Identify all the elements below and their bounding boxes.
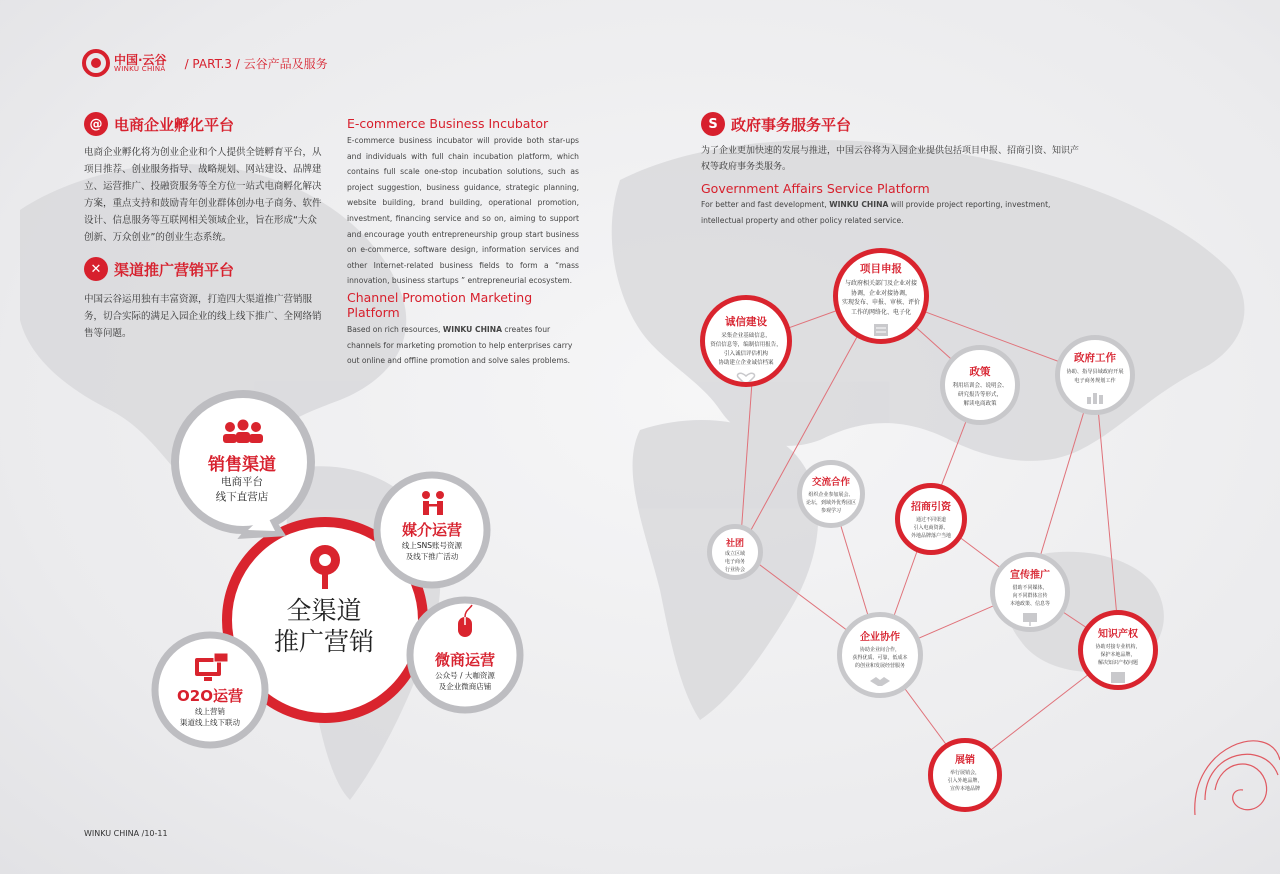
wechat-title: 微商运营 xyxy=(434,651,495,669)
gov-en-title: Government Affairs Service Platform xyxy=(701,181,930,196)
media-title: 媒介运营 xyxy=(401,521,462,539)
bar-chart-icon xyxy=(1085,389,1105,405)
page-footer: WINKU CHINA /10-11 xyxy=(84,829,168,838)
node-title: 交流合作 xyxy=(811,477,850,488)
node-desc: 协助对接专业机构， 保护本地品牌， 解决知识产权问题 xyxy=(1095,644,1141,666)
node-government-work xyxy=(1055,335,1135,415)
sales-line1: 电商平台 xyxy=(221,476,263,488)
node-title: 政策 xyxy=(969,366,991,378)
heart-s-icon: S xyxy=(701,112,725,136)
channel-body: 中国云谷运用独有丰富资源，打造四大渠道推广营销服务，切合实际的满足入园企业的线上线下推广、全网络销售等问题。 xyxy=(84,294,322,339)
node-exhibition-sales xyxy=(928,738,1002,812)
at-icon: @ xyxy=(84,112,108,136)
node-title: 招商引资 xyxy=(911,502,951,513)
node-association xyxy=(707,524,763,580)
wechat-line1: 公众号 / 大咖资源 xyxy=(435,671,495,680)
node-project-declaration xyxy=(833,248,929,344)
node-title: 宣传推广 xyxy=(1010,570,1050,581)
center-line2: 推广营销 xyxy=(273,627,374,656)
heart-icon xyxy=(736,372,756,382)
en-channel-title: Channel Promotion Marketing Platform xyxy=(347,290,533,320)
node-desc: 采集企业基础信息， 资信信息等，编制信用报告， 引入诚信评估机构 协助建立企业诚信档案 xyxy=(710,333,782,366)
promo-icon: ✕ xyxy=(84,257,108,281)
node-desc: 借助不同媒体， 向不同群体宣传 本地政策、信息等 xyxy=(1009,585,1050,607)
node-intellectual-property xyxy=(1078,610,1158,690)
node-desc: 成立区域 电子商务 行业协会 xyxy=(724,551,745,573)
node-policy xyxy=(940,345,1020,425)
node-desc: 通过不同渠道 引入电商资源、 外地品牌落户当地 xyxy=(910,517,951,539)
wechat-line2: 及企业微商店铺 xyxy=(438,682,492,691)
node-desc: 组织企业参加展会、 论坛，到域外优秀园区 参观学习 xyxy=(805,492,856,514)
o2o-line2: 渠道线上线下联动 xyxy=(180,718,240,727)
sales-line2: 线下直营店 xyxy=(215,491,269,503)
node-desc: 利用培训会、说明会、 研究报告等形式， 解读电商政策 xyxy=(952,383,1008,407)
presentation-board-icon xyxy=(1021,612,1039,626)
node-investment-attraction xyxy=(895,483,967,555)
en-incubator-body: E-commerce business incubator will provide both star-ups and individuals with full chain incubation platform, which contains full scale one-stop incubation solutions, such as project suggestion, business guidance, strategic planning, website building, brand building, operational promotion, investment, financing service and so on, aiming to support and encourage youth entrepreneurship group start business on e-commerce, software design, information services and other Internet-related business fields to form a “mass innovation, business startups ” entrepreneurial ecosystem. xyxy=(347,136,579,286)
handshake-icon xyxy=(868,674,892,688)
node-desc: 举行展销会， 引入外地品牌， 宣传本地品牌 xyxy=(947,770,983,792)
node-publicity xyxy=(990,552,1070,632)
o2o-title: O2O运营 xyxy=(177,687,243,705)
channel-title: 渠道推广营销平台 xyxy=(114,260,235,279)
node-exchange-cooperation xyxy=(797,460,865,528)
center-line1: 全渠道 xyxy=(286,596,362,625)
media-line2: 及线下推广活动 xyxy=(405,552,459,561)
logo-en: WINKU CHINA xyxy=(114,64,166,73)
gov-en-body: For better and fast development, WINKU CHINA will provide project reporting, investment, intellectual property and other policy related service. xyxy=(701,200,1051,225)
incubator-title: 电商企业孵化平台 xyxy=(114,115,235,134)
o2o-line1: 线上营销 xyxy=(195,707,225,716)
node-title: 知识产权 xyxy=(1098,629,1138,640)
node-enterprise-collaboration xyxy=(837,612,923,698)
node-credit-building xyxy=(700,295,792,387)
gov-title: 政府事务服务平台 xyxy=(731,115,852,134)
node-desc: 与政府相关部门及企业对接 协调，企业对接协调， 实现发布、申报、审核、评价 工作的网络化、电子化 xyxy=(841,280,920,316)
gov-body: 为了企业更加快速的发展与推进，中国云谷将为入园企业提供包括项目申报、招商引资、知识产权等政府事务类服务。 xyxy=(701,146,1080,172)
node-title: 企业协作 xyxy=(860,632,900,643)
en-channel-body: Based on rich resources, WINKU CHINA creates four channels for marketing promotion to help enterprises carry out online and offline promotion and solve sales problems. xyxy=(347,325,573,366)
sales-title: 销售渠道 xyxy=(208,455,276,475)
breadcrumb: / PART.3 / 云谷产品及服务 xyxy=(184,56,328,71)
node-title: 诚信建设 xyxy=(725,316,767,328)
node-title: 政府工作 xyxy=(1074,352,1116,364)
logo-cn: 中国·云谷 xyxy=(114,52,167,67)
node-desc: 协助企业间合作， 获得优质、可靠，低成本 的创业和发展经营服务 xyxy=(852,647,908,669)
en-incubator-title: E-commerce Business Incubator xyxy=(347,116,549,131)
node-title: 展销 xyxy=(955,755,975,766)
swirl-decoration xyxy=(1195,741,1280,815)
media-line1: 线上SNS账号资源 xyxy=(401,541,463,550)
node-desc: 协助、指导县域政府开展 电子商务规划工作 xyxy=(1066,369,1124,384)
node-title: 项目申报 xyxy=(860,263,902,275)
node-title: 社团 xyxy=(725,539,744,549)
incubator-body: 电商企业孵化将为创业企业和个人提供全链孵育平台，从项目推荐、创业服务指导、战略规划、网站建设、品牌建立、运营推广、投融资服务等全方位一站式电商孵化解决方案，重点支持和鼓励青年创业群体创办电子商务、软件设计、信息服务等互联网相关领域企业，旨在形成“大众创新、万众创业”的创业生态系统。 xyxy=(84,147,322,243)
certificate-icon xyxy=(1109,671,1127,685)
document-stack-icon xyxy=(872,321,890,339)
